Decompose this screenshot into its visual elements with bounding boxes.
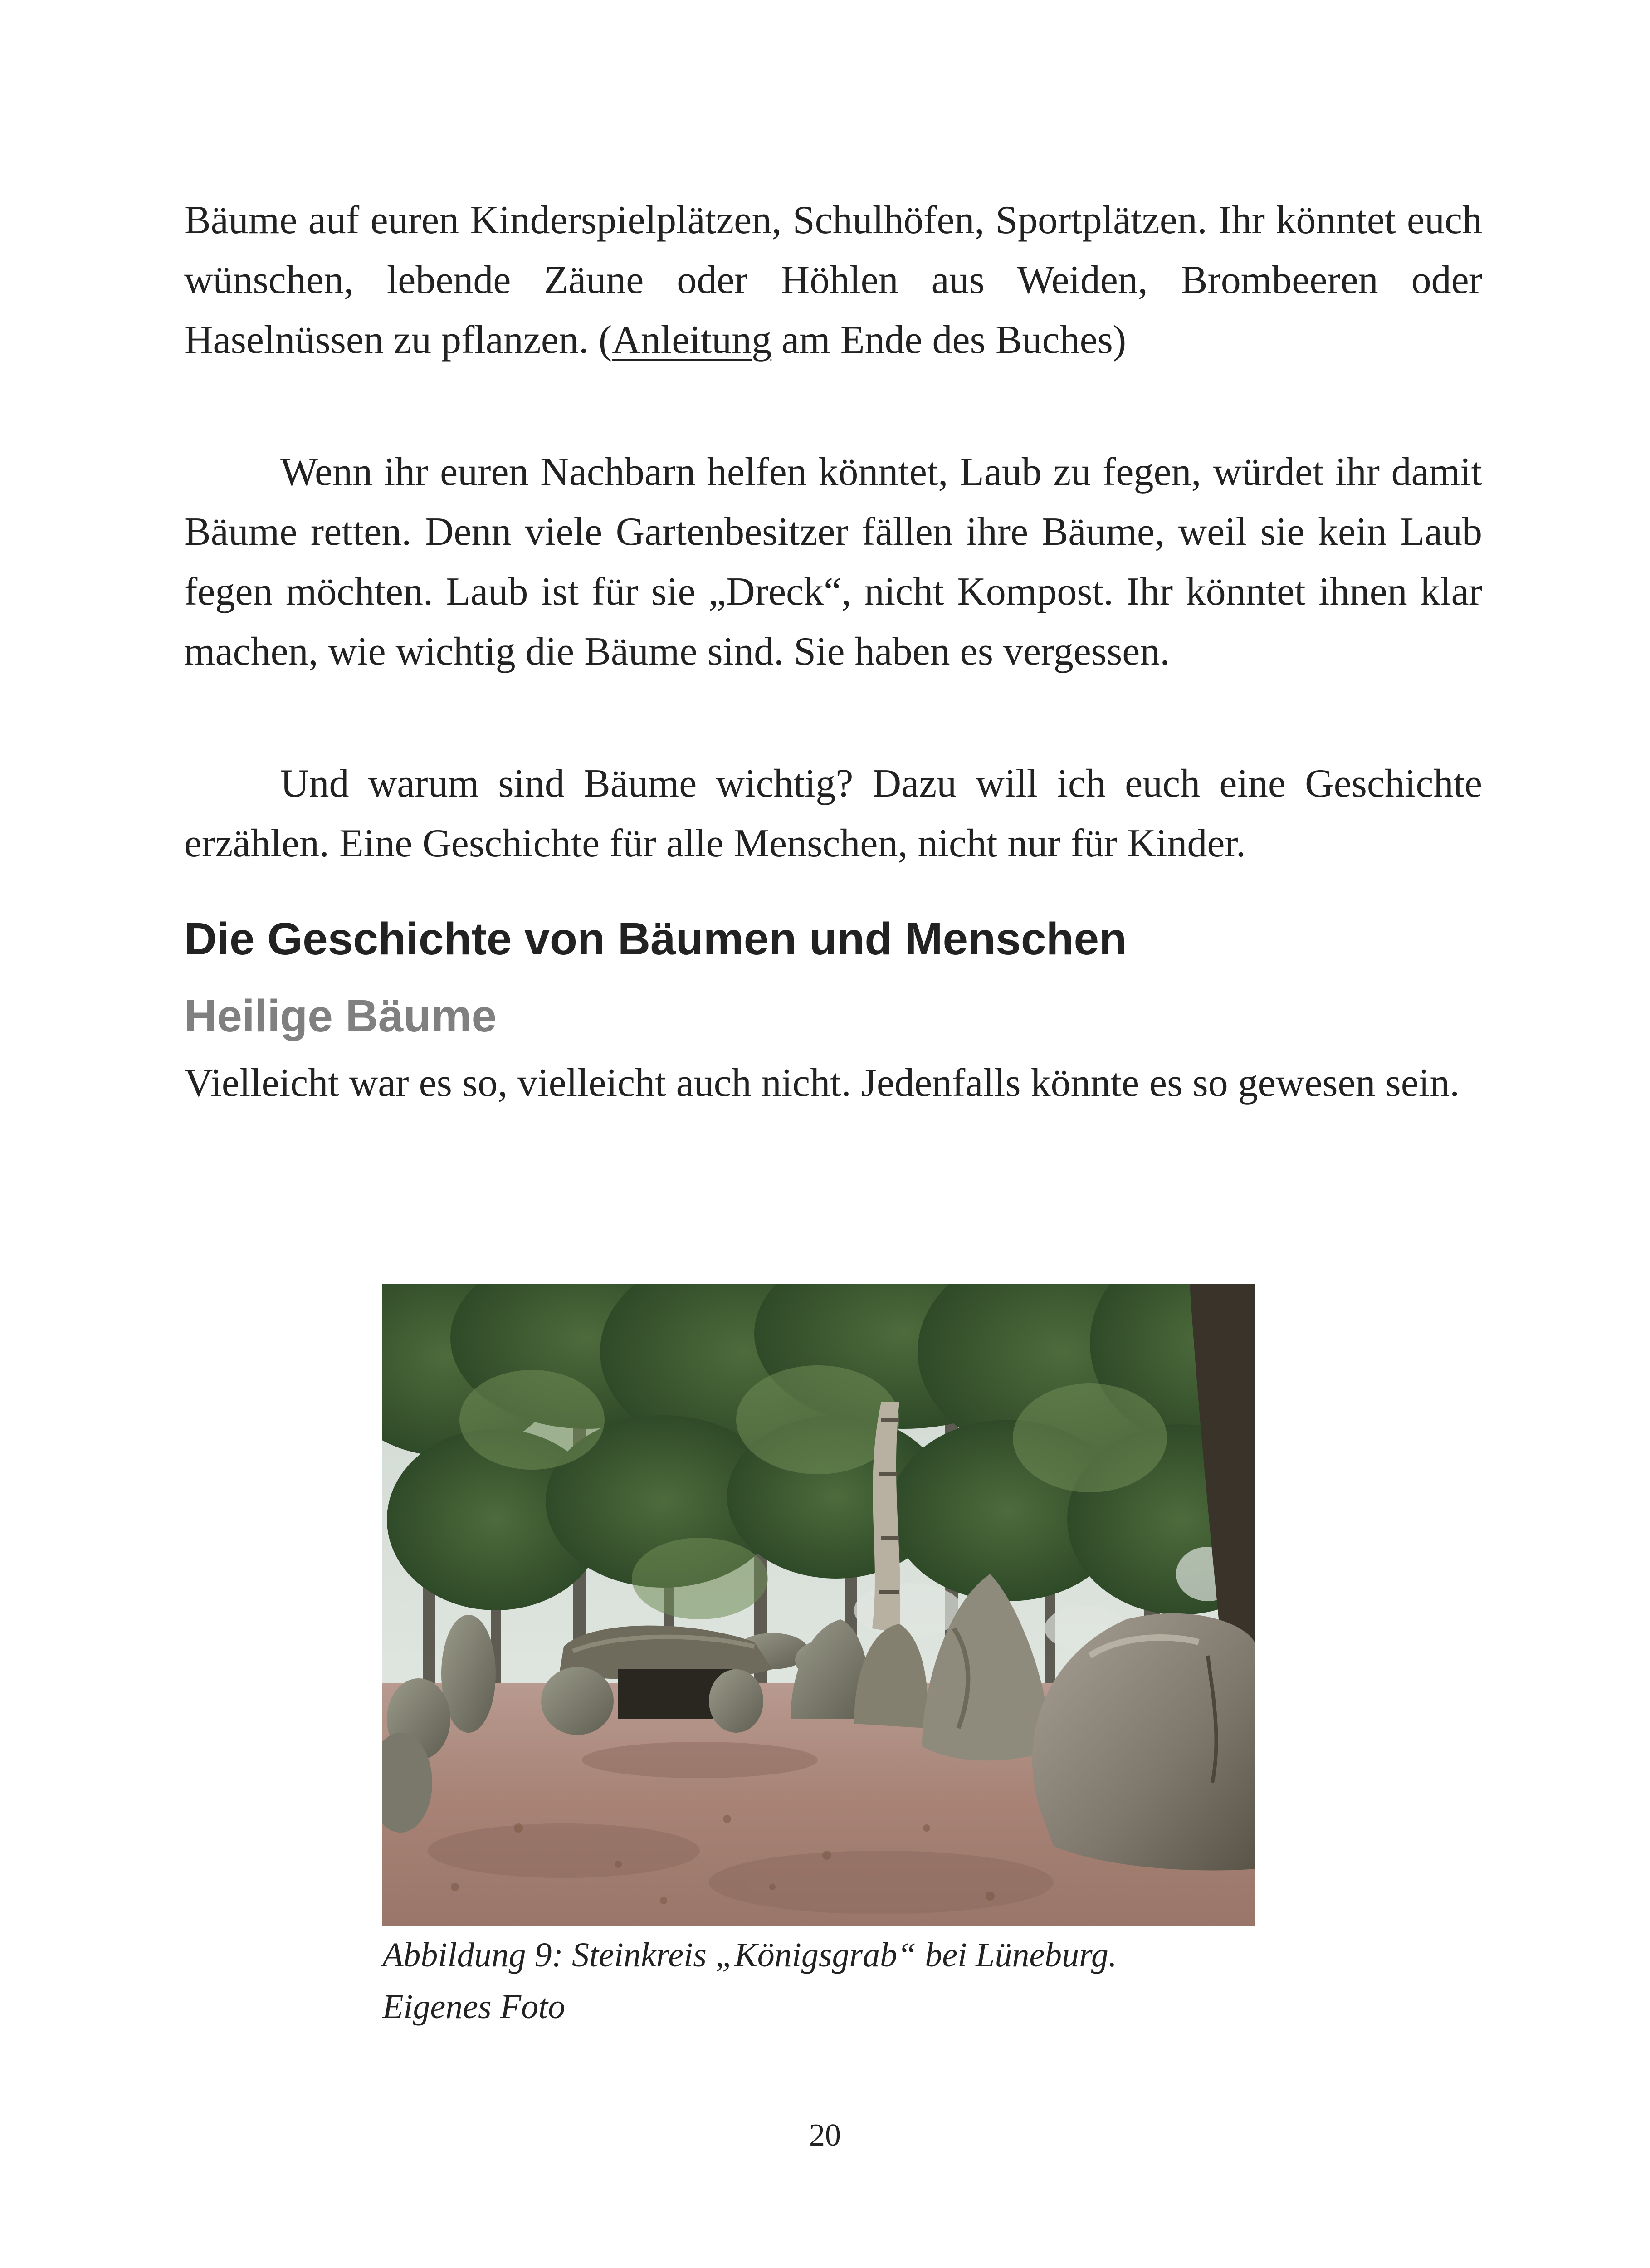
- photo-illustration: [382, 1284, 1255, 1926]
- figure-caption: [382, 1929, 1255, 2033]
- paragraph-1-text-start: Bäume auf euren Kinderspielplätzen, Schulhöfen, Sportplätzen. Ihr könntet euch wünschen, lebende Zäune oder Höhlen aus Weiden, Brombeeren oder Haselnüssen zu pflanzen. (: [184, 198, 1482, 362]
- paragraph-2: Wenn ihr euren Nachbarn helfen könntet, Laub zu fegen, würdet ihr damit Bäume retten. Denn viele Gartenbesitzer fällen ihre Bäume, weil sie kein Laub fegen möchten. Laub ist für sie „Dreck“, nicht Kompost. Ihr könntet ihnen klar machen, wie wichtig die Bäume sind. Sie haben es vergessen.: [184, 450, 1482, 674]
- figure-caption-line-2: Eigenes Foto: [382, 1988, 566, 2026]
- anleitung-link[interactable]: Anleitung: [612, 318, 772, 362]
- page-number: 20: [809, 2118, 841, 2153]
- paragraph-4: Vielleicht war es so, vielleicht auch nicht. Jedenfalls könnte es so gewesen sein.: [184, 1061, 1460, 1105]
- chapter-heading: Die Geschichte von Bäumen und Menschen: [184, 914, 1127, 964]
- section-heading: Heilige Bäume: [184, 991, 497, 1041]
- paragraph-3: Und warum sind Bäume wichtig? Dazu will ich euch eine Geschichte erzählen. Eine Geschichte für alle Menschen, nicht nur für Kinder.: [184, 762, 1482, 865]
- paragraph-1-text-end: am Ende des Buches): [771, 318, 1127, 362]
- paragraph-1: [184, 191, 1482, 370]
- figure-caption-line-1: Abbildung 9: Steinkreis „Königsgrab“ bei Lüneburg.: [382, 1936, 1117, 1974]
- stone-circle-photo: [382, 1284, 1255, 1926]
